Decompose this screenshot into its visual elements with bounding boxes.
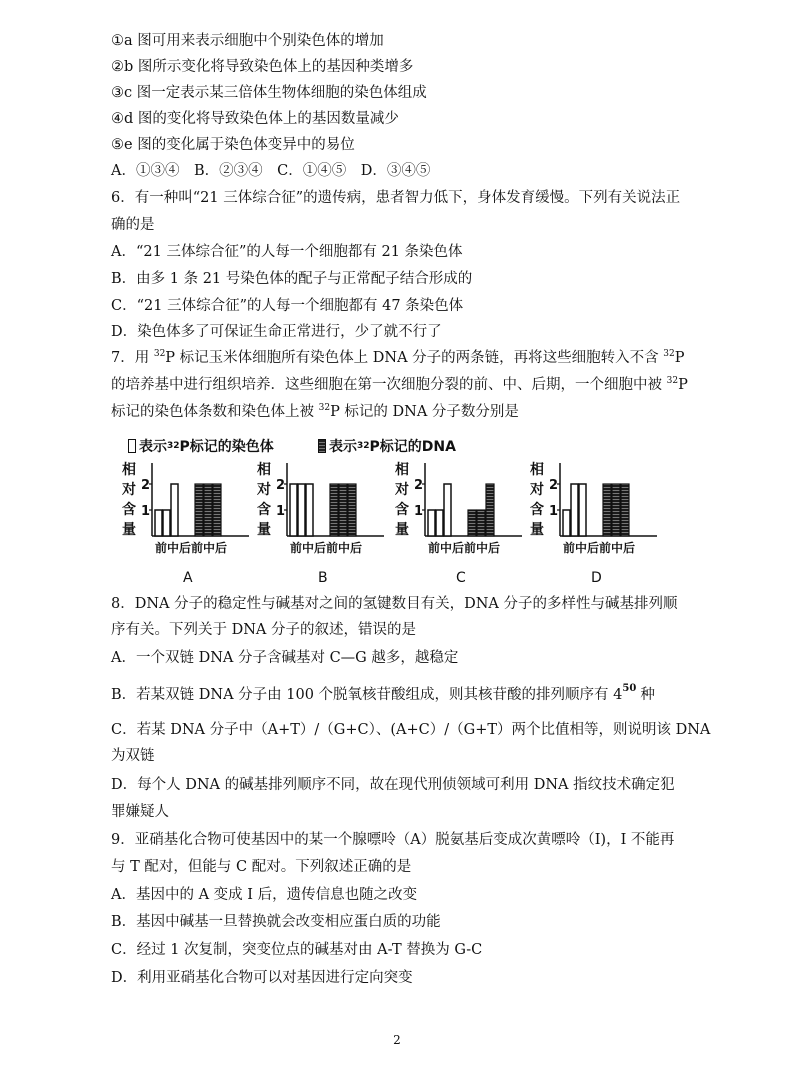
x-axis-label: 前中后前中后 — [563, 541, 636, 555]
chromosome-swatch — [128, 439, 136, 453]
y-axis-label-char: 量 — [257, 522, 271, 538]
y-axis-label-char: 含 — [530, 502, 544, 518]
y-axis-label-char: 量 — [530, 522, 544, 538]
q9-option-b: B．基因中碱基一旦替换就会改变相应蛋白质的功能 — [111, 914, 441, 930]
dna-bar-d — [612, 484, 620, 536]
q6-option-c: C．“21 三体综合征”的人每一个细胞都有 47 条染色体 — [111, 298, 464, 314]
y-tick-label: 2 — [276, 478, 286, 493]
statement-5: ⑤e 图的变化属于染色体变异中的易位 — [111, 137, 355, 153]
chromosome-bar-a — [163, 510, 170, 536]
y-axis-label-char: 含 — [122, 502, 136, 518]
y-axis-label-char: 量 — [395, 522, 409, 538]
y-tick-label: 2 — [141, 478, 151, 493]
q8-option-c-1: C．若某 DNA 分子中（A+T）/（G+C）、(A+C）/（G+T）两个比值相等，则说明该 DNA — [111, 722, 711, 738]
dna-bar-a — [204, 484, 212, 536]
x-axis-label: 前中后前中后 — [155, 541, 228, 555]
chromosome-bar-b — [306, 484, 313, 536]
dna-bar-c — [486, 484, 494, 536]
dna-bar-d — [621, 484, 629, 536]
x-axis-label: 前中后前中后 — [428, 541, 501, 555]
q9-stem-2: 与 T 配对，但能与 C 配对。下列叙述正确的是 — [111, 859, 412, 875]
option-label-c: C — [456, 570, 466, 586]
q6-option-d: D．染色体多了可保证生命正常进行，少了就不行了 — [111, 324, 442, 340]
q7-stem-1: 7．用 $^{32}$P 标记玉米体细胞所有染色体上 DNA 分子的两条链，再将这些细胞转入不含 $^{32}$P — [111, 349, 685, 366]
q9-option-a: A．基因中的 A 变成 I 后，遗传信息也随之改变 — [111, 887, 418, 903]
option-label-a: A — [183, 570, 193, 586]
q9-stem-1: 9．亚硝基化合物可使基因中的某一个腺嘌呤（A）脱氨基后变成次黄嘌呤（I)，I 不能再 — [111, 832, 675, 848]
y-axis-label-char: 对 — [395, 482, 409, 498]
q8-stem-1: 8．DNA 分子的稳定性与碱基对之间的氢键数目有关，DNA 分子的多样性与碱基排列顺 — [111, 596, 678, 612]
statement-2: ②b 图所示变化将导致染色体上的基因种类增多 — [111, 59, 414, 75]
dna-bar-c — [477, 510, 485, 536]
chromosome-bar-c — [436, 510, 443, 536]
chromosome-bar-d — [563, 510, 570, 536]
x-axis-label: 前中后前中后 — [290, 541, 363, 555]
chromosome-bar-a — [171, 484, 178, 536]
y-axis-label-char: 对 — [122, 482, 136, 498]
q9-option-c: C．经过 1 次复制，突变位点的碱基对由 A-T 替换为 G-C — [111, 942, 483, 958]
y-tick-label: 2 — [414, 478, 424, 493]
statement-3: ③c 图一定表示某三倍体生物体细胞的染色体组成 — [111, 85, 427, 101]
chromosome-bar-b — [290, 484, 297, 536]
chromosome-bar-d — [579, 484, 586, 536]
chromosome-bar-c — [444, 484, 451, 536]
y-axis-label-char: 含 — [257, 502, 271, 518]
y-axis-label-char: 相 — [395, 462, 409, 478]
q6-option-a: A．“21 三体综合征”的人每一个细胞都有 21 条染色体 — [111, 244, 463, 260]
chromosome-bar-a — [155, 510, 162, 536]
dna-bar-c — [468, 510, 476, 536]
q8-option-a: A．一个双链 DNA 分子含碱基对 C—G 越多，越稳定 — [111, 650, 459, 666]
q9-option-d: D．利用亚硝基化合物可以对基因进行定向突变 — [111, 970, 413, 986]
y-axis-label-char: 相 — [122, 462, 136, 478]
q7-stem-3: 标记的染色体条数和染色体上被 $^{32}$P 标记的 DNA 分子数分别是 — [111, 403, 519, 420]
dna-bar-d — [603, 484, 611, 536]
dna-bar-b — [330, 484, 338, 536]
q8-option-b: B．若某双链 DNA 分子由 100 个脱氧核苷酸组成，则其核苷酸的排列顺序有 $4^{50}$ 种 — [111, 683, 655, 703]
q8-option-d-1: D．每个人 DNA 的碱基排列顺序不同，故在现代刑侦领域可利用 DNA 指纹技术确定犯 — [111, 777, 675, 793]
y-tick-label: 1 — [276, 504, 286, 519]
legend-dna: 表示 32 P标记的DNA — [318, 436, 456, 456]
dna-bar-b — [348, 484, 356, 536]
dna-bar-a — [195, 484, 203, 536]
y-tick-label: 2 — [549, 478, 559, 493]
y-axis-label-char: 相 — [530, 462, 544, 478]
q7-charts — [0, 455, 794, 605]
statement-4: ④d 图的变化将导致染色体上的基因数量减少 — [111, 111, 399, 127]
dna-swatch — [318, 439, 326, 453]
y-axis-label-char: 含 — [395, 502, 409, 518]
q8-stem-2: 序有关。下列关于 DNA 分子的叙述，错误的是 — [111, 622, 417, 638]
q6-stem-1: 6．有一种叫“21 三体综合征”的遗传病，患者智力低下，身体发育缓慢。下列有关说法正 — [111, 190, 681, 206]
q6-option-b: B．由多 1 条 21 号染色体的配子与正常配子结合形成的 — [111, 271, 473, 287]
statement-1: ①a 图可用来表示细胞中个别染色体的增加 — [111, 33, 384, 49]
q8-option-d-2: 罪嫌疑人 — [111, 804, 169, 820]
dna-bar-a — [213, 484, 221, 536]
page-number: 2 — [393, 1033, 401, 1047]
y-tick-label: 1 — [549, 504, 559, 519]
y-tick-label: 1 — [141, 504, 151, 519]
dna-bar-b — [339, 484, 347, 536]
q5-options: A．①③④ B．②③④ C．①④⑤ D．③④⑤ — [111, 163, 431, 179]
y-axis-label-char: 相 — [257, 462, 271, 478]
q8-option-c-2: 为双链 — [111, 748, 155, 764]
q7-stem-2: 的培养基中进行组织培养．这些细胞在第一次细胞分裂的前、中、后期，一个细胞中被 $^{32}$P — [111, 376, 688, 393]
legend-chromosome: 表示 32 P标记的染色体 — [128, 436, 274, 456]
q6-stem-2: 确的是 — [111, 217, 155, 233]
chromosome-bar-b — [298, 484, 305, 536]
option-label-b: B — [318, 570, 328, 586]
y-axis-label-char: 对 — [530, 482, 544, 498]
chromosome-bar-c — [428, 510, 435, 536]
chromosome-bar-d — [571, 484, 578, 536]
y-axis-label-char: 量 — [122, 522, 136, 538]
y-axis-label-char: 对 — [257, 482, 271, 498]
option-label-d: D — [591, 570, 602, 586]
y-tick-label: 1 — [414, 504, 424, 519]
